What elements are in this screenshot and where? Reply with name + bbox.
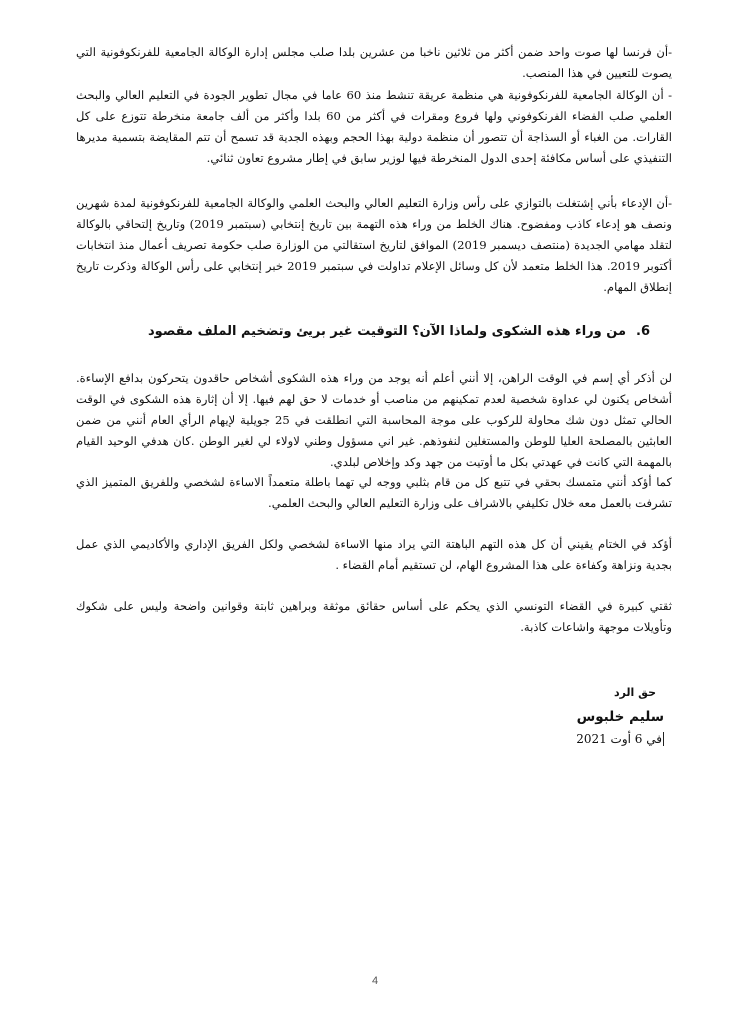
signature-label: حق الرد <box>613 686 656 699</box>
paragraph-parallel-claim: -أن الإدعاء بأني إشتغلت بالتوازي على رأس وزارة التعليم العالي والبحث العلمي والوكالة الجامعية للفرنكوفونية لمدة شهرين ونصف هو إدعاء كاذب ومفضوح. هناك الخلط من وراء هذه التهمة بين تاريخ إنتخابي (سبتمبر 2019) وتاريخ إلتحاقي بالوكالة لتقلد مهامي الجديدة (منتصف ديسمبر 2019) الموافق لتاريخ استقالتي من الوزارة صلب حكومة تصريف أعمال منذ انتخابات أكتوبر 2019. هذا الخلط متعمد لأن كل وسائل الإعلام تداولت في سبتمبر 2019 خبر إنتخابي على رأس الوكالة وذكرت تاريخ إنطلاق المهام. <box>76 196 672 294</box>
section-heading <box>148 322 650 342</box>
paragraph-france-vote: -أن فرنسا لها صوت واحد ضمن أكثر من ثلاثين ناخبا من عشرين بلدا صلب مجلس إدارة الوكالة الجامعية للفرنكوفونية التي يصوت للتعيين في هذا المنصب. <box>76 45 672 80</box>
signature-name: سليم خلبوس <box>576 709 664 725</box>
paragraph-conclusion: أؤكد في الختام يقيني أن كل هذه التهم الباهتة التي يراد منها الاساءة لشخصي ولكل الفريق الإداري والأكاديمي الذي عمل بجدية ونزاهة وكفاءة على هذا المشروع الهام، لن تستقيم أمام القضاء . <box>76 537 672 572</box>
paragraph-trust-judiciary: ثقتي كبيرة في القضاء التونسي الذي يحكم على أساس حقائق موثقة وبراهين ثابتة وقوانين واضحة وليس على شكوك وتأويلات موجهة واشاعات كاذبة. <box>76 599 672 634</box>
page-number: 4 <box>371 975 379 987</box>
signature-date: في 6 أوت 2021 <box>576 732 662 746</box>
paragraph-complaint-motives: لن أذكر أي إسم في الوقت الراهن، إلا أنني أعلم أنه يوجد من وراء هذه الشكوى أشخاص حاقدون يتحركون بدافع الإساءة. أشخاص يكنون لي عداوة شخصية لعدم تمكينهم من مناصب أو خدمات لا حق لهم فيها. إلا أن إثارة هذه الشكوى في الوقت الحالي تمثل دون شك محاولة للركوب على موجة المحاسبة التي انطلقت في 25 جويلية لإيهام الرأي العام أنني من ضمن العابثين بالمصلحة العليا للوطن والمستغلين لنفوذهم. غير اني مسؤول وطني لاولاء لي لغير الوطن .كان هدفي الوحيد القيام بالمهمة التي كانت في عهدتي بكل ما أوتيت من جهد وكد وإخلاص لبلدي. <box>76 371 672 469</box>
paragraph-auf-organization: - أن الوكالة الجامعية للفرنكوفونية هي منظمة عريقة تنشط منذ 60 عاما في مجال تطوير الجودة في التعليم العالي والبحث العلمي صلب الفضاء الفرنكوفوني ولها فروع ومقرات في أكثر من 60 بلدا وأكثر من ألف جامعة منخرطة تتوزع على كل القارات. من الغباء أو السذاجة أن تتصور أن منظمة دولية بهذا الحجم وبهذه الجدية قد تسمح أن تتم المقايضة بتسمية مديرها التنفيذي على أساس مكافئة إحدى الدول المنخرطة فيها لوزير سابق في إطار مشروع تعاون ثنائي. <box>76 88 672 165</box>
paragraph-right-to-prosecute: كما أؤكد أنني متمسك بحقي في تتبع كل من قام بثلبي ووجه لي تهما باطلة متعمداً الاساءة لشخصي وللفريق المتميز الذي تشرفت بالعمل معه خلال تكليفي بالاشراف على وزارة التعليم العالي والبحث العلمي. <box>76 475 672 510</box>
section-title: من وراء هذه الشكوى ولماذا الآن؟ التوقيت غير بريئ وتضخيم الملف مقصود <box>148 324 626 339</box>
section-number: 6. <box>636 324 650 339</box>
